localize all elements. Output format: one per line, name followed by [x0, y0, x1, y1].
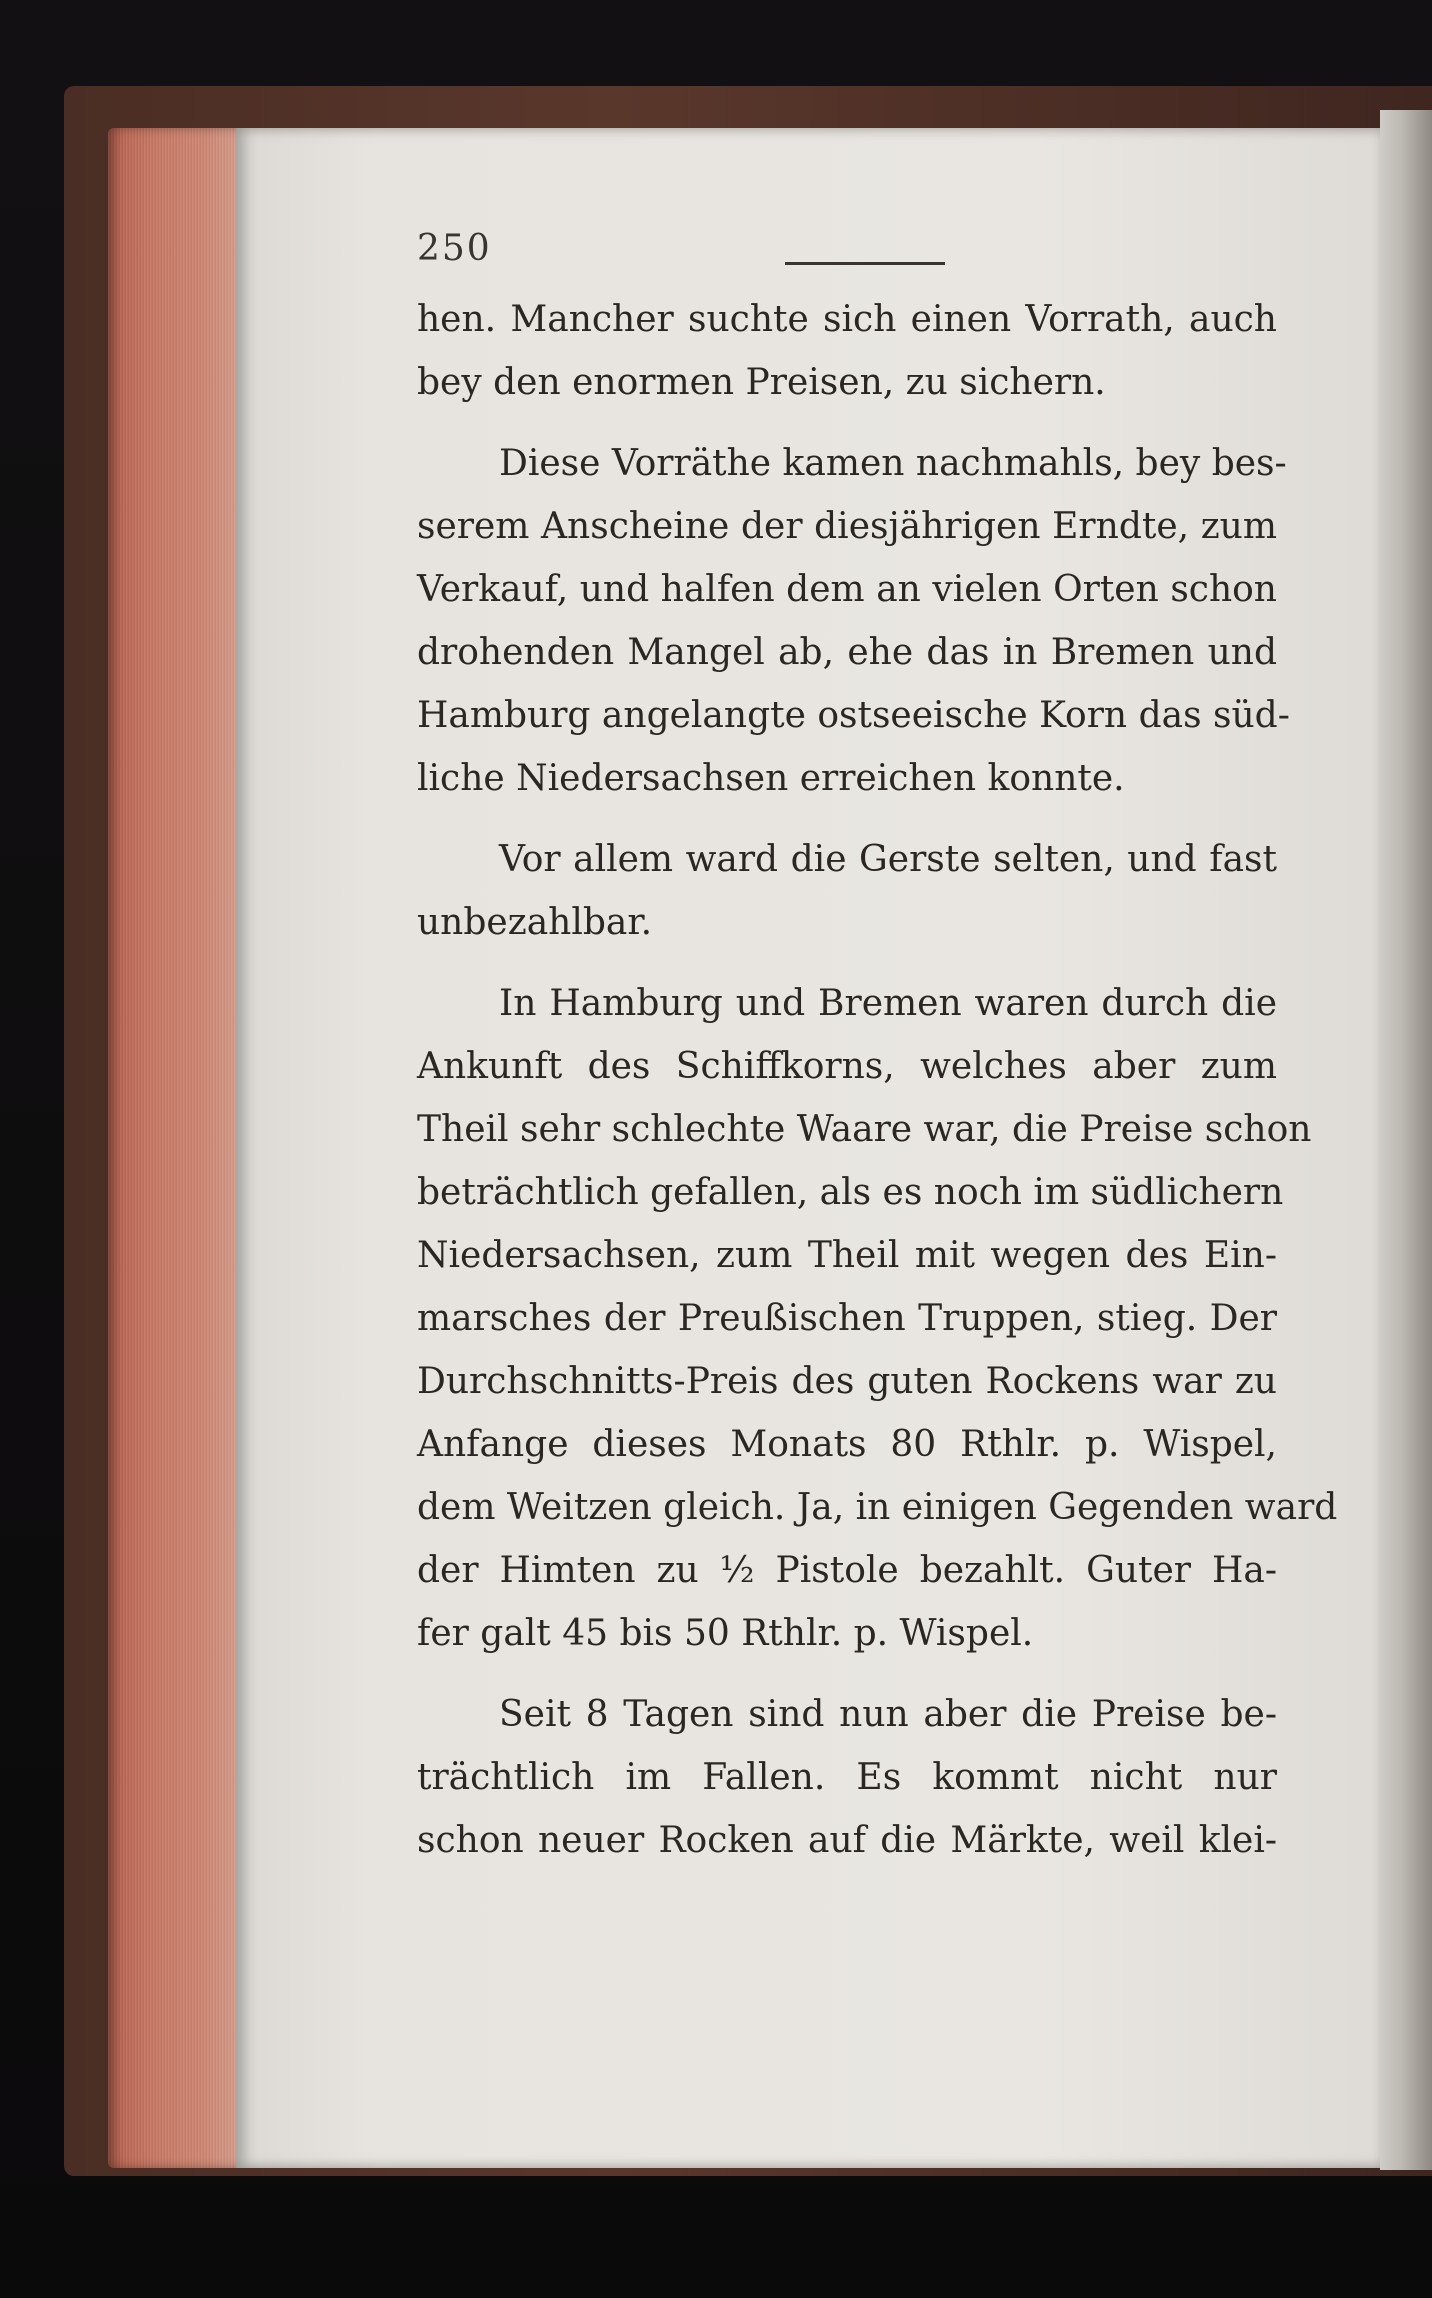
page-header — [417, 228, 1277, 288]
text-line: Ankunft des Schiffkorns, welches aber zum — [417, 1046, 1277, 1087]
text-line: Theil sehr schlechte Waare war, die Preise schon — [417, 1109, 1312, 1150]
page-text — [417, 228, 1338, 1872]
page-edges — [108, 128, 248, 2168]
text-line: drohenden Mangel ab, ehe das in Bremen und — [417, 632, 1277, 673]
text-line: serem Anscheine der diesjährigen Erndte, zum — [417, 506, 1277, 547]
text-line: Verkauf, und halfen dem an vielen Orten schon — [417, 569, 1277, 610]
text-line: der Himten zu ½ Pistole bezahlt. Guter Ha- — [417, 1550, 1277, 1591]
text-line: Diese Vorräthe kamen nachmahls, bey bes- — [499, 443, 1287, 484]
paragraph-3 — [417, 828, 1277, 954]
text-line: Vor allem ward die Gerste selten, und fast — [499, 839, 1277, 880]
text-line: Seit 8 Tagen sind nun aber die Preise be- — [499, 1694, 1277, 1735]
text-line: dem Weitzen gleich. Ja, in einigen Gegenden ward — [417, 1487, 1338, 1528]
text-line: fer galt 45 bis 50 Rthlr. p. Wispel. — [417, 1613, 1034, 1654]
text-line: Niedersachsen, zum Theil mit wegen des Ein- — [417, 1235, 1277, 1276]
paragraph-1 — [417, 288, 1277, 414]
text-line: liche Niedersachsen erreichen konnte. — [417, 758, 1125, 799]
text-line: Anfange dieses Monats 80 Rthlr. p. Wispel, — [417, 1424, 1277, 1465]
page-number: 250 — [417, 228, 492, 269]
text-line: trächtlich im Fallen. Es kommt nicht nur — [417, 1757, 1277, 1798]
text-line: Hamburg angelangte ostseeische Korn das süd- — [417, 695, 1290, 736]
text-line: schon neuer Rocken auf die Märkte, weil klei- — [417, 1820, 1277, 1861]
paragraph-4 — [417, 972, 1338, 1665]
header-rule — [785, 262, 945, 265]
text-line: hen. Mancher suchte sich einen Vorrath, auch — [417, 299, 1277, 340]
text-line: Durchschnitts-Preis des guten Rockens war zu — [417, 1361, 1277, 1402]
facing-page-edge — [1380, 110, 1432, 2170]
paragraph-2 — [417, 432, 1290, 810]
text-line: In Hamburg und Bremen waren durch die — [499, 983, 1277, 1024]
text-line: bey den enormen Preisen, zu sichern. — [417, 362, 1106, 403]
text-line: marsches der Preußischen Truppen, stieg. Der — [417, 1298, 1277, 1339]
paragraph-5 — [417, 1683, 1277, 1872]
text-line: beträchtlich gefallen, als es noch im südlichern — [417, 1172, 1284, 1213]
text-line: unbezahlbar. — [417, 902, 653, 943]
